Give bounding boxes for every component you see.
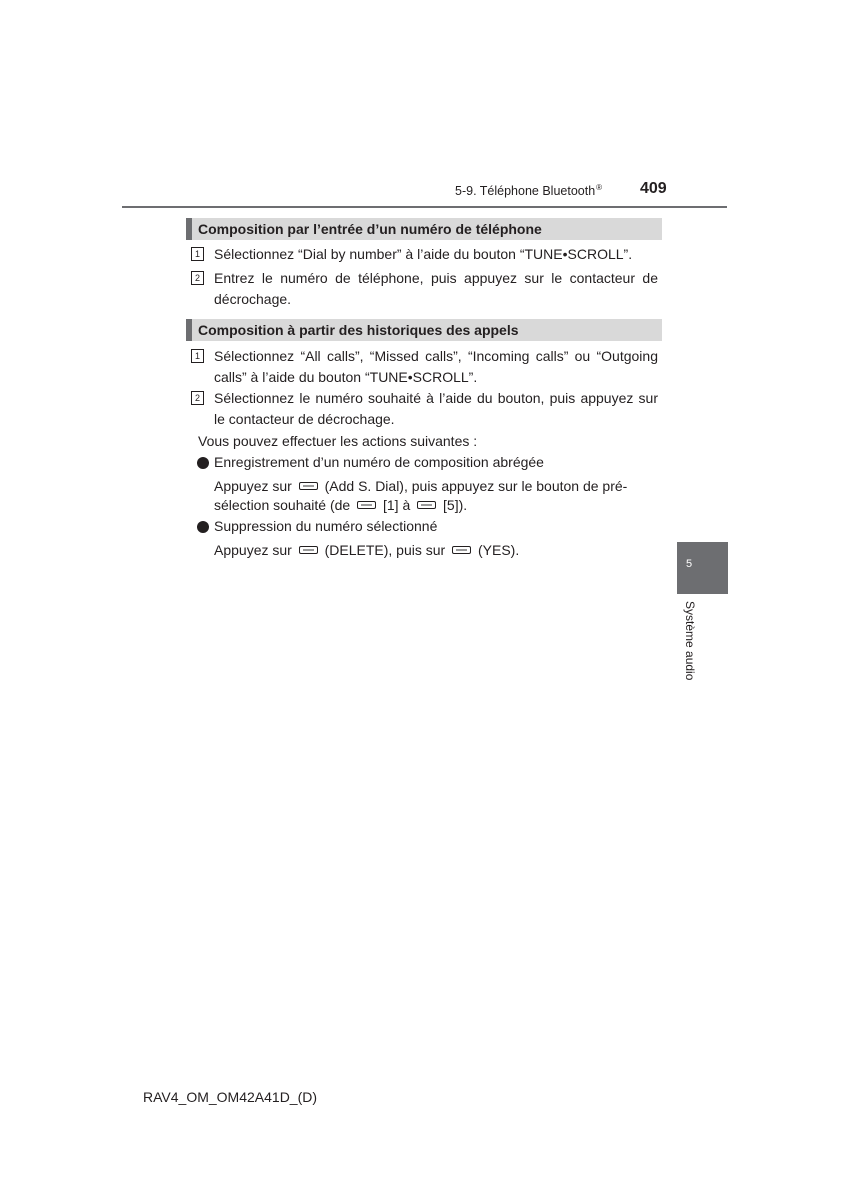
instruction-text: (Add S. Dial), puis appuyez sur le bouton de pré- <box>324 478 628 494</box>
step-number: 2 <box>191 391 204 405</box>
step-number: 2 <box>191 271 204 285</box>
step-text: Sélectionnez “Dial by number” à l’aide du bouton “TUNE•SCROLL”. <box>214 246 633 262</box>
action-instruction-line <box>214 540 519 561</box>
screen-button-icon <box>417 501 436 509</box>
step-number: 1 <box>191 247 204 261</box>
chapter-number: 5 <box>685 558 693 570</box>
instruction-text: Appuyez sur <box>214 478 292 494</box>
step-text: Entrez le numéro de téléphone, puis appuyez sur le contacteur de décrochage. <box>214 270 658 307</box>
screen-button-icon <box>357 501 376 509</box>
section-title: 5-9. Téléphone Bluetooth <box>455 184 596 198</box>
action-instruction-line <box>214 495 467 516</box>
page-number: 409 <box>640 180 667 197</box>
registered-mark: ® <box>596 183 603 192</box>
action-title: Suppression du numéro sélectionné <box>214 518 438 534</box>
running-header <box>455 183 602 198</box>
instruction-text: (YES). <box>477 542 520 558</box>
step-text: Sélectionnez le numéro souhaité à l’aide du bouton, puis appuyez sur le contacteur de décrochage. <box>214 390 658 427</box>
instruction-text: Appuyez sur <box>214 542 292 558</box>
actions-intro: Vous pouvez effectuer les actions suivantes : <box>198 433 478 449</box>
step-number: 1 <box>191 349 204 363</box>
screen-button-icon <box>299 482 318 490</box>
bullet-icon <box>197 457 209 469</box>
action-instruction-line <box>214 476 627 497</box>
instruction-text: sélection souhaité (de <box>214 497 351 513</box>
chapter-label: Système audio <box>683 601 697 681</box>
section-heading-call-history: Composition à partir des historiques des appels <box>186 319 662 341</box>
document-code: RAV4_OM_OM42A41D_(D) <box>143 1089 318 1105</box>
header-divider <box>122 206 727 208</box>
instruction-text: (DELETE), puis sur <box>324 542 446 558</box>
chapter-tab <box>677 542 728 594</box>
section-heading-dial-by-number: Composition par l’entrée d’un numéro de téléphone <box>186 218 662 240</box>
step-text: Sélectionnez “All calls”, “Missed calls”, “Incoming calls” ou “Outgoing calls” à l’aide du bouton “TUNE•SCROLL”. <box>214 348 658 385</box>
instruction-text: [1] à <box>382 497 411 513</box>
action-title: Enregistrement d’un numéro de composition abrégée <box>214 454 544 470</box>
instruction-text: [5]). <box>443 497 468 513</box>
bullet-icon <box>197 521 209 533</box>
screen-button-icon <box>299 546 318 554</box>
screen-button-icon <box>452 546 471 554</box>
